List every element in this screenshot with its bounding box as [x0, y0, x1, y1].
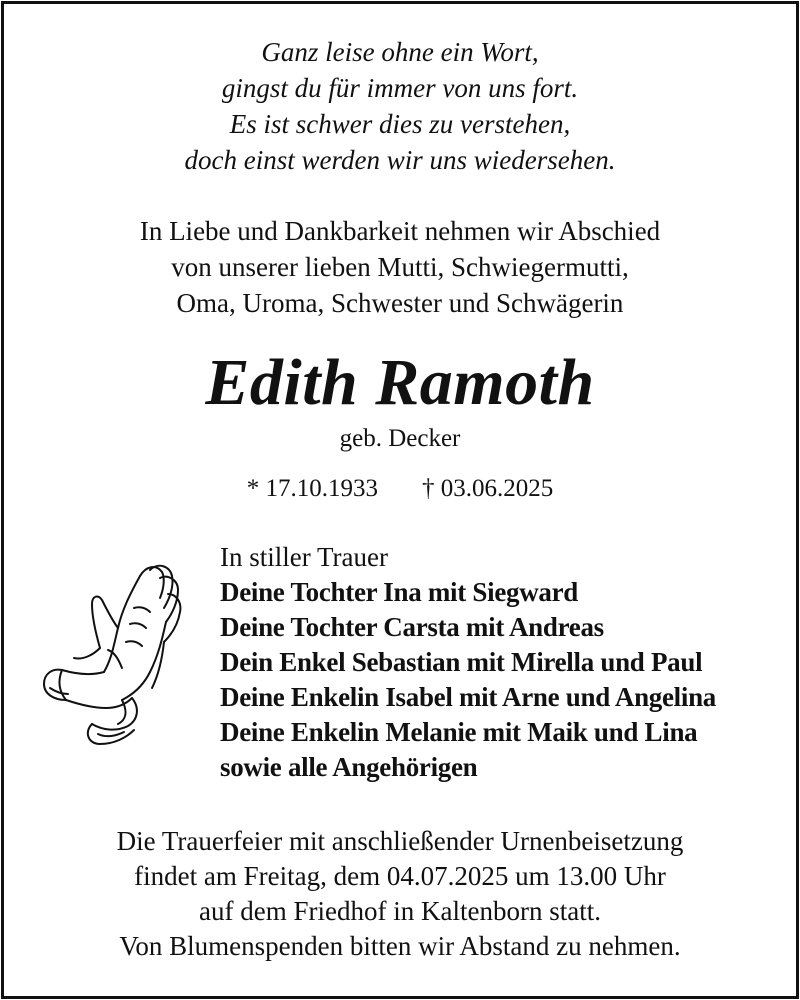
intro-line: Oma, Uroma, Schwester und Schwägerin [176, 288, 624, 318]
poem-line: Es ist schwer dies zu verstehen, [229, 109, 571, 139]
funeral-line: Von Blumenspenden bitten wir Abstand zu nehmen. [119, 931, 681, 961]
mourner-entry: sowie alle Angehörigen [220, 752, 478, 782]
mourning-lead: In stiller Trauer [220, 542, 388, 572]
funeral-line: findet am Freitag, dem 04.07.2025 um 13.00 Uhr [134, 861, 666, 891]
mourner-entry: Dein Enkel Sebastian mit Mirella und Paul [220, 647, 703, 677]
mourner-entry: Deine Enkelin Isabel mit Arne und Angelina [220, 682, 716, 712]
maiden-name: geb. Decker [339, 425, 461, 452]
funeral-info [0, 824, 800, 964]
death-date: † 03.06.2025 [422, 475, 554, 502]
deceased-name: Edith Ramoth [205, 346, 595, 419]
poem-line: doch einst werden wir uns wiedersehen. [184, 145, 616, 175]
birth-date: * 17.10.1933 [246, 475, 378, 502]
funeral-line: Die Trauerfeier mit anschließender Urnenbeisetzung [116, 826, 684, 856]
funeral-line: auf dem Friedhof in Kaltenborn statt. [199, 896, 601, 926]
mourner-entry: Deine Tochter Ina mit Siegward [220, 577, 579, 607]
praying-hands-icon [22, 548, 192, 748]
poem [0, 34, 800, 178]
farewell-intro [0, 213, 800, 321]
mourner-entry: Deine Tochter Carsta mit Andreas [220, 612, 604, 642]
intro-line: In Liebe und Dankbarkeit nehmen wir Abschied [139, 216, 661, 246]
mourners-list [220, 540, 780, 785]
mourner-entry: Deine Enkelin Melanie mit Maik und Lina [220, 717, 698, 747]
poem-line: gingst du für immer von uns fort. [221, 73, 579, 103]
poem-line: Ganz leise ohne ein Wort, [261, 37, 539, 67]
intro-line: von unserer lieben Mutti, Schwiegermutti, [171, 252, 629, 282]
life-dates [0, 472, 800, 506]
